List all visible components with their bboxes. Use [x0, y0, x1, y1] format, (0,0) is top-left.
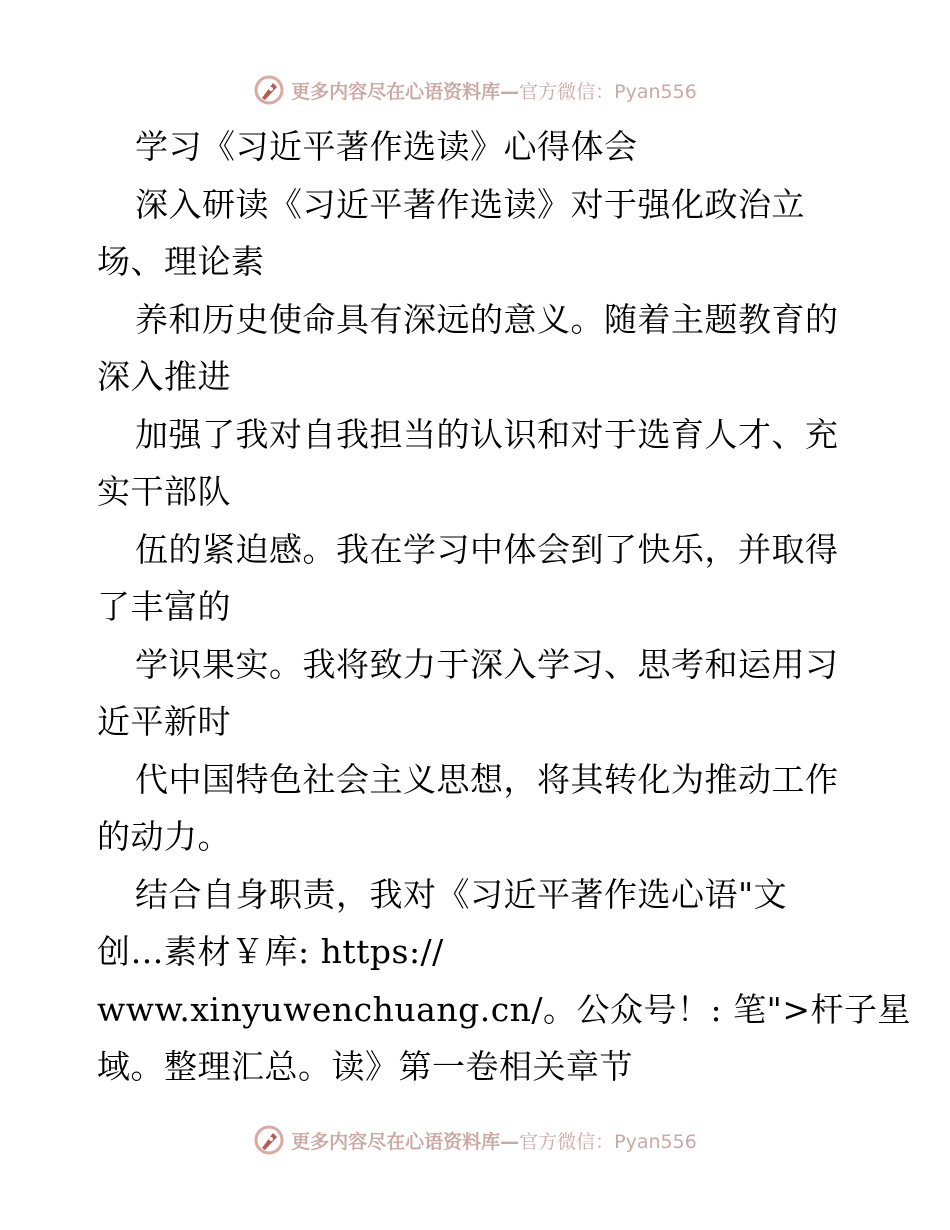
pen-nib-logo-icon — [253, 1124, 285, 1156]
text-line: 养和历史使命具有深远的意义。随着主题教育的 — [135, 299, 839, 339]
text-line: 实干部队 — [97, 472, 231, 511]
text-line: 结合自身职责，我对《习近平著作选心语"文 — [135, 874, 788, 914]
watermark-banner-bottom — [0, 1120, 950, 1160]
text-line: 了丰富的 — [97, 587, 231, 626]
text-line: 创…素材￥库: https:// — [97, 932, 444, 971]
text-line: 近平新时 — [97, 702, 231, 741]
text-line: 的动力。 — [97, 817, 231, 856]
watermark-text: 更多内容尽在心语资料库—官方微信：Pyan556 — [291, 1130, 697, 1153]
watermark-banner-top — [0, 70, 950, 110]
watermark-text: 更多内容尽在心语资料库—官方微信：Pyan556 — [291, 80, 697, 103]
text-line: 域。整理汇总。读》第一卷相关章节 — [97, 1047, 633, 1086]
text-line: 深入研读《习近平著作选读》对于强化政治立 — [135, 184, 805, 224]
text-line: 学识果实。我将致力于深入学习、思考和运用习 — [135, 644, 839, 684]
text-line: 伍的紧迫感。我在学习中体会到了快乐，并取得 — [135, 529, 839, 569]
text-line: 加强了我对自我担当的认识和对于选育人才、充 — [135, 414, 839, 454]
text-line: 学习《习近平著作选读》心得体会 — [135, 127, 638, 166]
text-line: 场、理论素 — [97, 242, 265, 281]
text-line: www.xinyuwenchuang.cn/。公众号！: 笔">杆子星 — [97, 989, 911, 1029]
pen-nib-logo-icon — [253, 74, 285, 106]
text-line: 代中国特色社会主义思想，将其转化为推动工作 — [135, 759, 839, 799]
document-body — [97, 118, 911, 1096]
text-line: 深入推进 — [97, 357, 231, 396]
